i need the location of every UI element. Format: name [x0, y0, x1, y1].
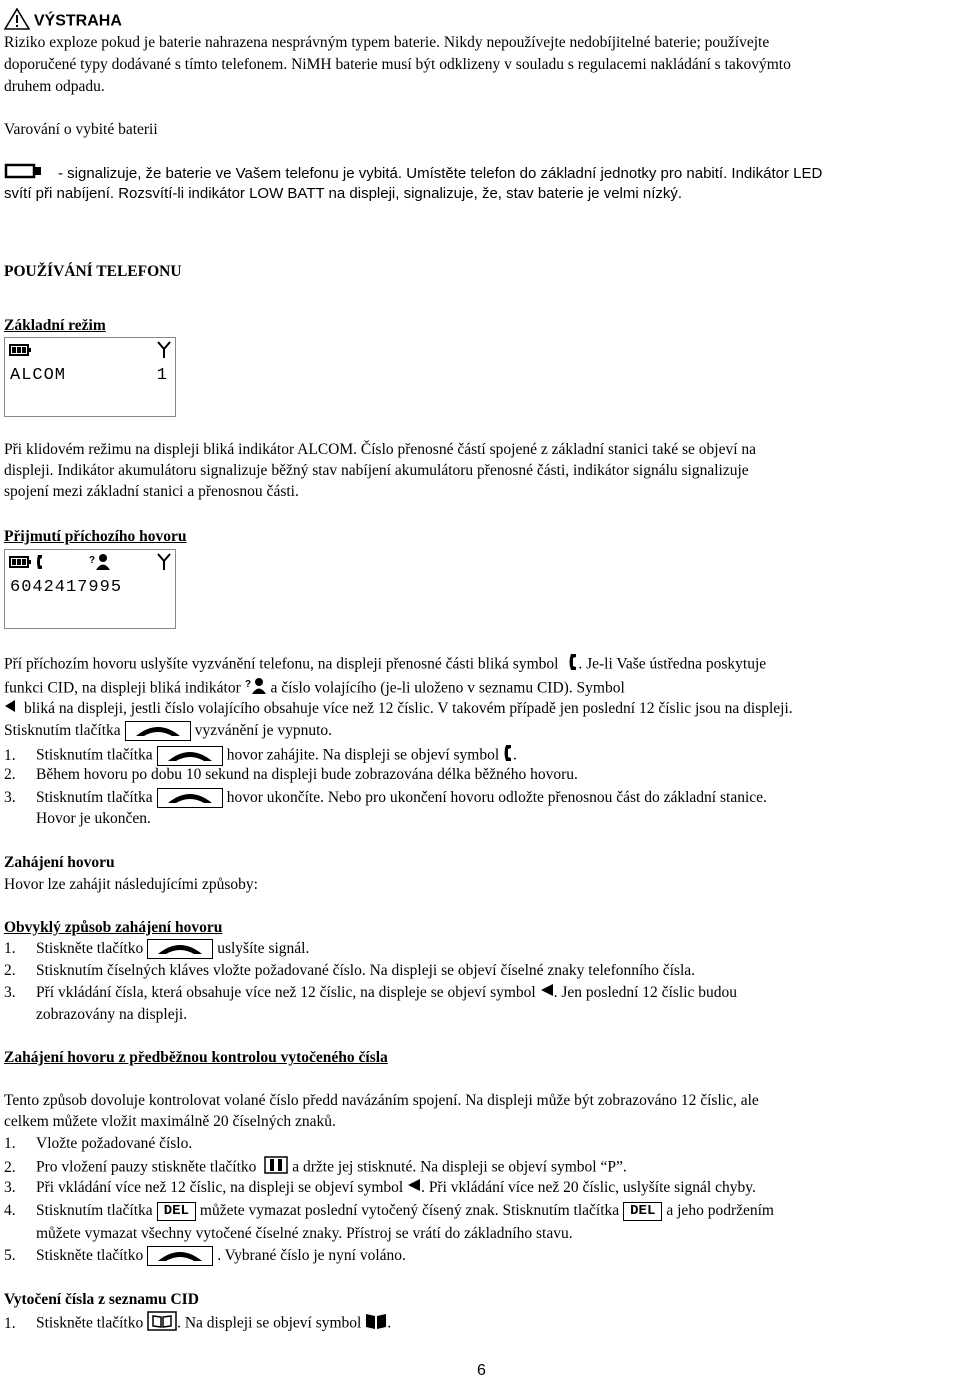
- low-battery-line-1: - signalizuje, že baterie ve Vašem telefonu je vybitá. Umístěte telefon do základní jednotky pro nabití. Indikátor LED: [4, 162, 822, 186]
- incoming-step-1: 1. Stisknutím tlačítka hovor zahájite. Na displeji se objeví symbol .: [4, 744, 517, 768]
- predial-heading: Zahájení hovoru z předběžnou kontrolou vytočeného čísla: [4, 1049, 388, 1066]
- book-key-icon: [147, 1311, 177, 1337]
- predial-step-2: 2. Pro vložení pauzy stiskněte tlačítko a držte jej stisknuté. Na displeji se objeví symbol “P”.: [4, 1156, 627, 1180]
- left-arrow-icon: [540, 983, 554, 1003]
- warning-heading: VÝSTRAHA: [4, 8, 122, 36]
- normal-step-1: 1. Stiskněte tlačítko uslyšíte signál.: [4, 939, 309, 959]
- del-key: DEL: [623, 1202, 662, 1221]
- normal-step-3: 3. Pří vkládání čísla, která obsahuje více než 12 číslic, na displeje se objeví symbol . Jen poslední 12 číslic budou: [4, 983, 737, 1003]
- incoming-text-4: Stisknutím tlačítka vyzvánění je vypnuto.: [4, 721, 332, 741]
- caller-number: 6042417995: [10, 578, 123, 597]
- normal-heading: Obvyklý způsob zahájení hovoru: [4, 919, 223, 936]
- handset-icon: [568, 653, 578, 677]
- predial-step-3: 3. Při vkládání více než 12 číslic, na displeji se objeví symbol . Při vkládání více než 20 číslic, uslyšíte signál chyby.: [4, 1178, 756, 1198]
- low-battery-heading: Varování o vybité baterii: [4, 121, 158, 138]
- talk-button: [147, 1246, 213, 1266]
- warning-triangle-icon: [4, 8, 30, 36]
- low-battery-line-2: svítí při nabíjení. Rozsvítí-li indikátor LOW BATT na displeji, signalizuje, že, stav baterie je velmi nízký.: [4, 185, 683, 202]
- incoming-text-2: funkci CID, na displeji bliká indikátor ? a číslo volajícího (je-li uloženo v seznamu CID). Symbol: [4, 677, 625, 701]
- cid-step-1: 1. Stiskněte tlačítko . Na displeji se objeví symbol .: [4, 1311, 391, 1337]
- incoming-text-1: Pří příchozím hovoru uslyšíte vyzvánění telefonu, na displeji přenosné části bliká symbol . Je-li Vaše ústředna poskytuje: [4, 653, 766, 677]
- left-arrow-icon: [4, 699, 16, 719]
- predial-intro-1: Tento způsob dovoluje kontrolovat volané číslo předd navázáním spojení. Na displeji může být zobrazováno 12 číslic, ale: [4, 1092, 759, 1109]
- battery-icon: [4, 162, 44, 186]
- incoming-display: [4, 549, 176, 629]
- end-call-button: [125, 721, 191, 741]
- predial-intro-2: celkem můžete vložit maximálně 20 číselných znaků.: [4, 1113, 336, 1130]
- handset-number: 1: [156, 366, 167, 385]
- basic-mode-text-1: Při klidovém režimu na displeji bliká indikátor ALCOM. Číslo přenosné částí spojené z základní stanici také se objeví na: [4, 441, 757, 458]
- predial-step-5: 5. Stiskněte tlačítko . Vybrané číslo je nyní voláno.: [4, 1246, 406, 1266]
- warning-text-1: Riziko exploze pokud je baterie nahrazena nesprávným typem baterie. Nikdy nepoužívejte nedobíjitelné baterie; používejte: [4, 34, 770, 51]
- book-icon: [365, 1312, 387, 1336]
- start-call-heading: Zahájení hovoru: [4, 854, 115, 871]
- start-call-intro: Hovor lze zahájit následujícími způsoby:: [4, 876, 258, 893]
- antenna-icon: [157, 341, 171, 364]
- talk-button: [157, 746, 223, 766]
- battery-icon: [9, 343, 33, 362]
- display-text: ALCOM: [10, 366, 67, 385]
- page-number: 6: [477, 1362, 486, 1379]
- predial-step-1: 1. Vložte požadované číslo.: [4, 1135, 193, 1152]
- pause-icon: [264, 1156, 288, 1180]
- incoming-step-3-cont: Hovor je ukončen.: [36, 810, 151, 827]
- caller-id-icon: [245, 677, 267, 701]
- del-key: DEL: [157, 1202, 196, 1221]
- idle-display: [4, 337, 176, 417]
- incoming-step-2: 2. Během hovoru po dobu 10 sekund na displeji bude zobrazována délka běžného hovoru.: [4, 766, 578, 783]
- incoming-heading: Přijmutí příchozího hovoru: [4, 528, 187, 545]
- basic-mode-text-2: displeji. Indikátor akumulátoru signalizuje běžný stav nabíjení akumulátoru přenosné části, indikátor signálu signalizuje: [4, 462, 749, 479]
- normal-step-2: 2. Stisknutím číselných kláves vložte požadované číslo. Na displeji se objeví číselné znaky telefonního čísla.: [4, 962, 696, 979]
- normal-step-3-cont: zobrazovány na displeji.: [36, 1006, 188, 1023]
- incoming-text-3: bliká na displeji, jestli číslo volajícího obsahuje více než 12 číslic. V takovém případě jen poslední 12 číslic jsou na displeji.: [4, 699, 793, 719]
- svg-text:?: ?: [89, 555, 96, 566]
- antenna-icon: [157, 553, 171, 576]
- handset-icon: [35, 554, 45, 575]
- warning-text-3: druhem odpadu.: [4, 78, 105, 95]
- caller-id-icon: [89, 553, 111, 576]
- predial-step-4: 4. Stisknutím tlačítka DEL můžete vymazat poslední vytočený čísený znak. Stisknutím tlačítka DEL a jeho podržením: [4, 1202, 774, 1219]
- battery-icon: [9, 555, 33, 574]
- warning-text-2: doporučené typy dodávané s tímto telefonem. NiMH baterie musí být odklizeny v souladu s regulacemi nakládání s takovýmto: [4, 56, 791, 73]
- incoming-step-3: 3. Stisknutím tlačítka hovor ukončíte. Nebo pro ukončení hovoru odložte přenosnou část do základní stanice.: [4, 788, 767, 808]
- basic-mode-heading: Základní režim: [4, 317, 106, 334]
- predial-step-4-cont: můžete vymazat všechny vytočené číselné znaky. Přístroj se vrátí do základního stavu.: [36, 1225, 573, 1242]
- end-call-button: [157, 788, 223, 808]
- section-title: POUŽÍVÁNÍ TELEFONU: [4, 263, 182, 280]
- basic-mode-text-3: spojení mezi základní stanici a přenosnou části.: [4, 483, 299, 500]
- left-arrow-icon: [407, 1178, 421, 1198]
- svg-text:?: ?: [244, 679, 251, 690]
- talk-button: [147, 939, 213, 959]
- cid-heading: Vytočení čísla z seznamu CID: [4, 1291, 199, 1308]
